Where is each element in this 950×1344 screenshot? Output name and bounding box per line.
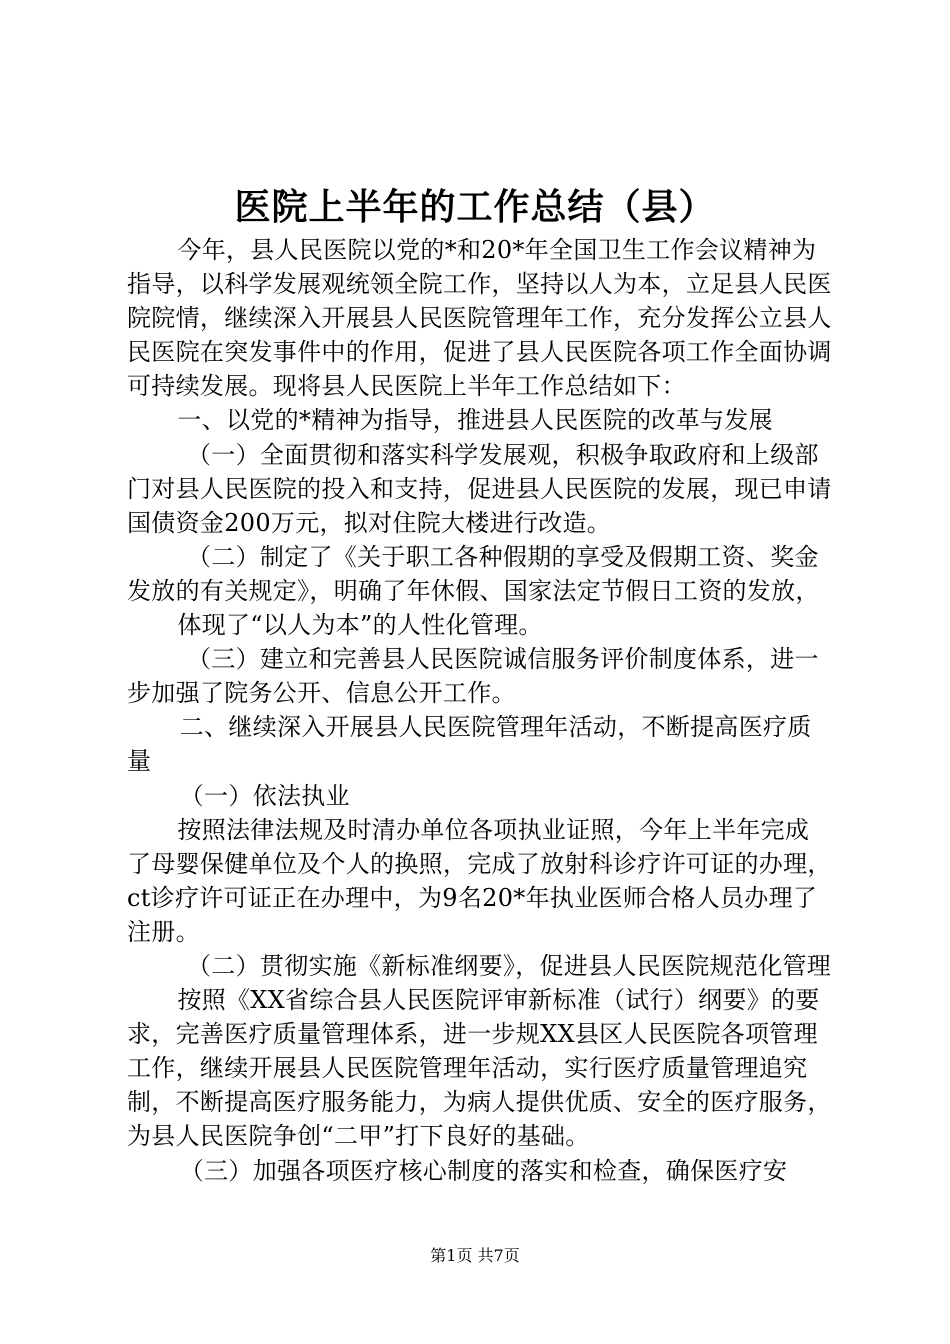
paragraph-1-3: （三）建立和完善县人民医院诚信服务评价制度体系，进一步加强了院务公开、信息公开工作。 xyxy=(127,645,819,708)
document-body xyxy=(127,233,833,1188)
section-heading-2: 二、继续深入开展县人民医院管理年活动，不断提高医疗质量 xyxy=(127,713,812,776)
section-heading-1: 一、以党的*精神为指导，推进县人民医院的改革与发展 xyxy=(177,406,773,435)
paragraph-1-2: （二）制定了《关于职工各种假期的享受及假期工资、奖金发放的有关规定》，明确了年休假、国家法定节假日工资的发放， xyxy=(127,542,820,605)
paragraph-2-2: 按照《XX省综合县人民医院评审新标准（试行）纲要》的要求，完善医疗质量管理体系，进一步规XX县区人民医院各项管理工作，继续开展县人民医院管理年活动，实行医疗质量管理追究制，不断提高医疗服务能力，为病人提供优质、安全的医疗服务，为县人民医院争创“二甲”打下良好的基础。 xyxy=(127,986,832,1151)
subheading-2-2: （二）贯彻实施《新标准纲要》，促进县人民医院规范化管理 xyxy=(187,951,832,980)
paragraph-1-1: （一）全面贯彻和落实科学发展观，积极争取政府和上级部门对县人民医院的投入和支持，促进县人民医院的发展，现已申请国债资金200万元，拟对住院大楼进行改造。 xyxy=(127,440,832,537)
paragraph-1-2-continued: 体现了“以人为本”的人性化管理。 xyxy=(177,611,543,640)
paragraph-2-1: 按照法律法规及时清办单位各项执业证照，今年上半年完成了母婴保健单位及个人的换照，完成了放射科诊疗许可证的办理，ct诊疗许可证正在办理中，为9名20*年执业医师合格人员办理了注册。 xyxy=(127,815,832,946)
page-number-footer: 第1页 共7页 xyxy=(430,1246,520,1265)
subheading-2-1: （一）依法执业 xyxy=(179,781,350,810)
subheading-2-3: （三）加强各项医疗核心制度的落实和检查，确保医疗安 xyxy=(179,1156,788,1185)
document-title: 医院上半年的工作总结（县） xyxy=(234,186,716,228)
paragraph-intro: 今年，县人民医院以党的*和20*年全国卫生工作会议精神为指导，以科学发展观统领全院工作，坚持以人为本，立足县人民医院院情，继续深入开展县人民医院管理年工作，充分发挥公立县人民医院在突发事件中的作用，促进了县人民医院各项工作全面协调可持续发展。现将县人民医院上半年工作总结如下： xyxy=(127,236,832,401)
